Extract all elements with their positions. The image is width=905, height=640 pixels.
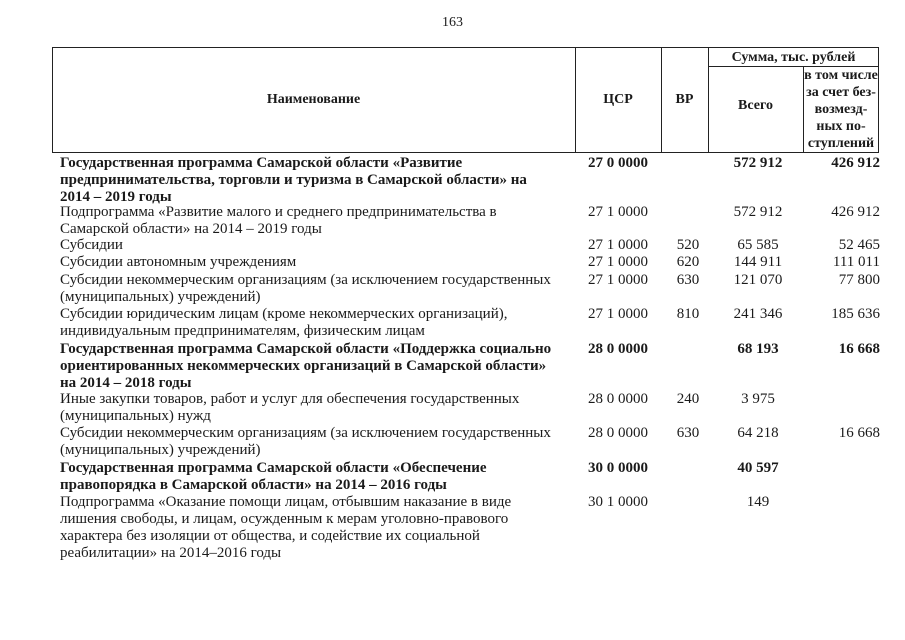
- row-total: 68 193: [737, 341, 779, 357]
- row-total: 64 218: [737, 425, 779, 441]
- row-name-line: лишения свободы, и лицам, осужденным к мерам уголовно-правового: [60, 511, 509, 527]
- row-total: 149: [746, 494, 770, 510]
- row-name-line: (муниципальных) учреждений): [60, 442, 261, 458]
- row-csr: 28 0 0000: [588, 341, 648, 357]
- row-name-line: 2014 – 2019 годы: [60, 189, 172, 205]
- row-csr: 27 1 0000: [588, 272, 648, 288]
- row-name: [60, 341, 582, 392]
- row-free: 426 912: [831, 204, 880, 220]
- row-vr: 520: [676, 237, 700, 253]
- row-name: [60, 391, 582, 425]
- row-total: 65 585: [737, 237, 779, 253]
- row-name-line: реабилитации» на 2014–2016 годы: [60, 545, 282, 561]
- row-csr: 30 1 0000: [588, 494, 648, 510]
- row-free: 111 011: [832, 254, 880, 270]
- row-csr: 27 1 0000: [588, 306, 648, 322]
- page-number: 163: [442, 15, 463, 30]
- row-name-line: (муниципальных) нужд: [60, 408, 211, 424]
- row-csr: 28 0 0000: [588, 425, 648, 441]
- row-total: 241 346: [733, 306, 783, 322]
- row-name-line: Государственная программа Самарской области «Обеспечение: [60, 460, 487, 476]
- row-csr: 30 0 0000: [588, 460, 648, 476]
- row-name-line: Субсидии: [60, 237, 123, 253]
- row-name-line: на 2014 – 2018 годы: [60, 375, 192, 391]
- header-top-rule: [52, 47, 879, 48]
- header-vr: ВР: [675, 92, 694, 107]
- row-name-line: индивидуальным предпринимателям, физическим лицам: [60, 323, 425, 339]
- row-free: 52 465: [838, 237, 880, 253]
- row-name-line: Подпрограмма «Оказание помощи лицам, отбывшим наказание в виде: [60, 494, 512, 510]
- header-sum: Сумма, тыс. рублей: [731, 50, 856, 65]
- header-bottom-rule: [52, 152, 879, 153]
- row-csr: 27 0 0000: [588, 155, 648, 171]
- row-name: [60, 494, 582, 562]
- row-free: 16 668: [838, 341, 880, 357]
- row-name-line: Субсидии автономным учреждениям: [60, 254, 297, 270]
- row-name: [60, 254, 582, 271]
- row-total: 3 975: [741, 391, 775, 407]
- header-incl-line: ных по-: [816, 119, 866, 134]
- row-name-line: Подпрограмма «Развитие малого и среднего предпринимательства в: [60, 204, 497, 220]
- row-csr: 27 1 0000: [588, 254, 648, 270]
- row-name: [60, 306, 582, 340]
- row-csr: 27 1 0000: [588, 204, 648, 220]
- row-name-line: Субсидии некоммерческим организациям (за исключением государственных: [60, 425, 551, 441]
- row-vr: 810: [676, 306, 700, 322]
- row-free: 77 800: [838, 272, 880, 288]
- header-name: Наименование: [266, 92, 361, 107]
- header-incl-line: в том числе: [804, 68, 878, 83]
- row-total: 40 597: [737, 460, 779, 476]
- header-incl-line: ступлений: [807, 136, 875, 151]
- row-name-line: Субсидии некоммерческим организациям (за исключением государственных: [60, 272, 551, 288]
- row-name-line: предпринимательства, торговли и туризма в Самарской области» на: [60, 172, 527, 188]
- header-total: Всего: [738, 98, 773, 113]
- row-name-line: Субсидии юридическим лицам (кроме некоммерческих организаций),: [60, 306, 508, 322]
- row-name-line: Иные закупки товаров, работ и услуг для обеспечения государственных: [60, 391, 520, 407]
- row-name-line: ориентированных некоммерческих организаций в Самарской области»: [60, 358, 547, 374]
- row-free: 16 668: [838, 425, 880, 441]
- row-total: 121 070: [733, 272, 783, 288]
- row-name-line: характера без изоляции от общества, и содействие их социальной: [60, 528, 480, 544]
- row-name-line: Самарской области» на 2014 – 2019 годы: [60, 221, 322, 237]
- row-name-line: (муниципальных) учреждений): [60, 289, 261, 305]
- row-name: [60, 425, 582, 459]
- header-csr: ЦСР: [603, 92, 633, 107]
- row-name: [60, 237, 582, 254]
- header-incl: [803, 67, 879, 152]
- row-free: 426 912: [831, 155, 880, 171]
- row-name: [60, 460, 582, 494]
- row-total: 572 912: [733, 155, 783, 171]
- table-header: [52, 47, 879, 153]
- row-name-line: Государственная программа Самарской области «Поддержка социально: [60, 341, 552, 357]
- row-name-line: правопорядка в Самарской области» на 2014 – 2016 годы: [60, 477, 447, 493]
- row-total: 572 912: [733, 204, 783, 220]
- row-name-line: Государственная программа Самарской области «Развитие: [60, 155, 463, 171]
- row-vr: 630: [676, 425, 700, 441]
- row-total: 144 911: [733, 254, 783, 270]
- row-vr: 620: [676, 254, 700, 270]
- row-free: 185 636: [831, 306, 880, 322]
- header-incl-line: за счет без-: [806, 85, 876, 100]
- header-incl-line: возмезд-: [814, 102, 868, 117]
- row-name: [60, 272, 582, 306]
- row-csr: 28 0 0000: [588, 391, 648, 407]
- row-vr: 240: [676, 391, 700, 407]
- row-name: [60, 204, 582, 238]
- row-name: [60, 155, 582, 206]
- row-vr: 630: [676, 272, 700, 288]
- row-csr: 27 1 0000: [588, 237, 648, 253]
